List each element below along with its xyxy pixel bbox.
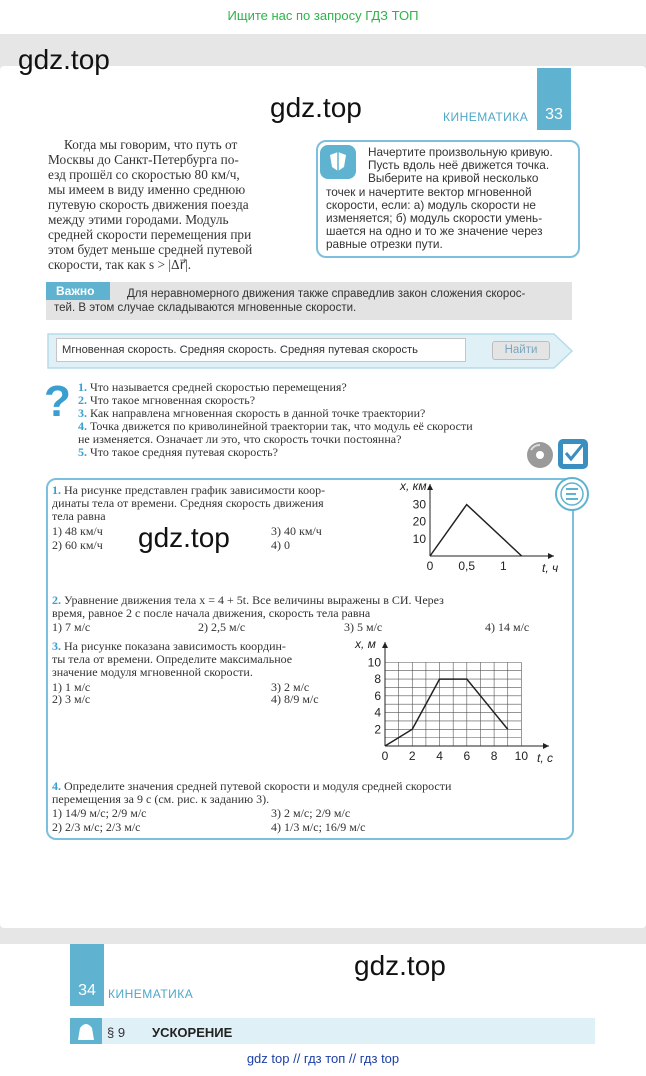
question-item: 3. Как направлена мгновенная скорость в данной точке траектории? xyxy=(78,406,426,420)
x-tick-label: 2 xyxy=(408,749,416,763)
task-3-text: 3. На рисунке показана зависимость координ- ты тела от времени. Определите максимальное значение модуля мгновенной скорости. xyxy=(52,639,293,679)
question-item: 2. Что такое мгновенная скорость? xyxy=(78,393,256,407)
task-3-answer[interactable]: 3) 2 м/с xyxy=(271,680,310,694)
question-item: 4. Точка движется по криволинейной траектории так, что модуль её скорости xyxy=(78,419,473,433)
questions-list xyxy=(78,381,568,459)
task-3-answer[interactable]: 2) 3 м/с xyxy=(52,692,91,706)
x-tick-label: 4 xyxy=(436,749,443,763)
task-2-answer[interactable]: 1) 7 м/с xyxy=(52,620,91,634)
task-1-answer[interactable]: 2) 60 км/ч xyxy=(52,538,103,552)
search-button[interactable]: Найти xyxy=(492,341,550,360)
body-line: Москвы до Санкт-Петербурга по- xyxy=(48,152,239,167)
task-4-answer[interactable]: 3) 2 м/с; 2/9 м/с xyxy=(271,806,351,820)
question-item: 1. Что называется средней скоростью перемещения? xyxy=(78,380,347,394)
y-tick-label: 10 xyxy=(367,655,381,670)
watermark: gdz.top xyxy=(354,950,446,981)
body-line: езд прошёл со скоростью 80 км/ч, xyxy=(48,167,240,182)
important-label: Важно xyxy=(46,282,110,300)
section-header: КИНЕМАТИКА xyxy=(108,987,194,1001)
task-2-answer[interactable]: 3) 5 м/с xyxy=(344,620,383,634)
x-tick-label: 8 xyxy=(490,749,498,763)
y-axis-label: x, км xyxy=(400,479,427,493)
body-paragraph xyxy=(48,137,292,272)
chart-2 xyxy=(355,637,555,770)
y-tick-label: 8 xyxy=(374,672,381,687)
body-line: этом будет меньше средней путевой xyxy=(48,242,253,257)
y-tick-label: 30 xyxy=(412,497,426,512)
task-4-text: 4. Определите значения средней путевой скорости и модуля средней скорости перемещения за 9 с (см. рис. к заданию 3). xyxy=(52,779,452,806)
question-item: не изменяется. Означает ли это, что скорость точки постоянна? xyxy=(78,432,402,446)
watermark: gdz.top xyxy=(138,522,230,553)
chart-1 xyxy=(385,478,559,578)
task-3-answer[interactable]: 1) 1 м/с xyxy=(52,680,91,694)
watermark: gdz.top xyxy=(270,92,362,123)
x-tick-label: 1 xyxy=(499,559,507,573)
question-item: 5. Что такое средняя путевая скорость? xyxy=(78,445,278,459)
body-line: средней скорости перемещения при xyxy=(48,227,252,242)
task-2-text: 2. Уравнение движения тела x = 4 + 5t. Все величины выражены в СИ. Через время, равное 2 с после начала движения, скорость тела равна xyxy=(52,593,444,620)
body-line: путевую скорость движения поезда xyxy=(48,197,249,212)
top-banner-text: Ищите нас по запросу ГДЗ ТОП xyxy=(227,8,419,23)
task-4-answer[interactable]: 2) 2/3 м/с; 2/3 м/с xyxy=(52,820,141,834)
test-badge-icon xyxy=(554,476,590,512)
page-number-box xyxy=(537,68,571,130)
chapter-bar xyxy=(70,1018,595,1044)
checklist-icon[interactable] xyxy=(557,438,589,470)
watermark: gdz.top xyxy=(18,44,110,75)
section-header: КИНЕМАТИКА xyxy=(443,110,529,124)
x-tick-label: 0,5 xyxy=(458,559,476,573)
page-number-box xyxy=(70,944,104,1006)
page-number: 34 xyxy=(78,982,96,999)
chapter-icon-box xyxy=(70,1018,102,1044)
task-4-answer[interactable]: 4) 1/3 м/с; 16/9 м/с xyxy=(271,820,366,834)
paragraph-number: § 9 xyxy=(107,1025,126,1040)
y-tick-label: 2 xyxy=(374,722,381,737)
paragraph-title: УСКОРЕНИЕ xyxy=(152,1025,233,1040)
x-tick-label: 6 xyxy=(463,749,471,763)
task-note-text: Начертите произвольную кривую. Пусть вдоль неё движется точка. Выберите на кривой несколько точек и начертите вектор мгновенной скорости, если: а) модуль скорости не изменяется; б) модуль скорости умень- шается на одно и то же значение через равные отрезки пути. xyxy=(326,145,553,252)
top-banner xyxy=(0,0,646,34)
task-1-answer[interactable]: 3) 40 км/ч xyxy=(271,524,322,538)
body-line: между этими городами. Модуль xyxy=(48,212,229,227)
task-1-answer[interactable]: 1) 48 км/ч xyxy=(52,524,103,538)
x-axis-label: t, ч xyxy=(542,561,559,575)
task-2-answer[interactable]: 2) 2,5 м/с xyxy=(198,620,246,634)
task-3-answer[interactable]: 4) 8/9 м/с xyxy=(271,692,319,706)
x-axis-arrow xyxy=(548,553,554,559)
task-1-answer[interactable]: 4) 0 xyxy=(271,538,290,552)
x-axis-label: t, с xyxy=(537,751,554,765)
x-tick-label: 0 xyxy=(381,749,389,763)
important-line: тей. В этом случае складываются мгновенные скорости. xyxy=(54,302,357,314)
important-line: Для неравномерного движения также справедлив закон сложения скорос- xyxy=(127,288,526,300)
body-line: мы имеем в виду именно среднюю xyxy=(48,182,246,197)
page-number: 33 xyxy=(545,106,563,123)
x-axis-arrow xyxy=(543,743,549,749)
task-4-answer[interactable]: 1) 14/9 м/с; 2/9 м/с xyxy=(52,806,147,820)
footer-text: gdz top // гдз топ // гдз top xyxy=(246,1051,400,1066)
y-axis-arrow xyxy=(427,484,433,490)
bell-icon xyxy=(70,1018,102,1044)
y-axis-arrow xyxy=(382,642,388,648)
disc-icon[interactable] xyxy=(525,440,555,470)
body-line: скорости, так как s > |Δr⃗|. xyxy=(48,257,192,272)
body-line: Когда мы говорим, что путь от xyxy=(64,137,238,152)
y-tick-label: 10 xyxy=(412,531,426,546)
question-mark-icon: ? xyxy=(44,377,71,426)
y-tick-label: 20 xyxy=(412,514,426,529)
x-tick-label: 0 xyxy=(426,559,434,573)
y-tick-label: 6 xyxy=(374,688,381,703)
task-2-answer[interactable]: 4) 14 м/с xyxy=(485,620,530,634)
series-line xyxy=(430,505,522,556)
y-axis-label: x, м xyxy=(355,637,376,651)
x-tick-label: 10 xyxy=(514,749,529,763)
search-input[interactable]: Мгновенная скорость. Средняя скорость. Средняя путевая скорость xyxy=(56,338,466,362)
y-tick-label: 4 xyxy=(374,705,381,720)
footer-banner xyxy=(0,1044,646,1076)
task-1-text: 1. На рисунке представлен график зависимости коор- динаты тела от времени. Средняя скорость движения тела равна xyxy=(52,483,326,523)
